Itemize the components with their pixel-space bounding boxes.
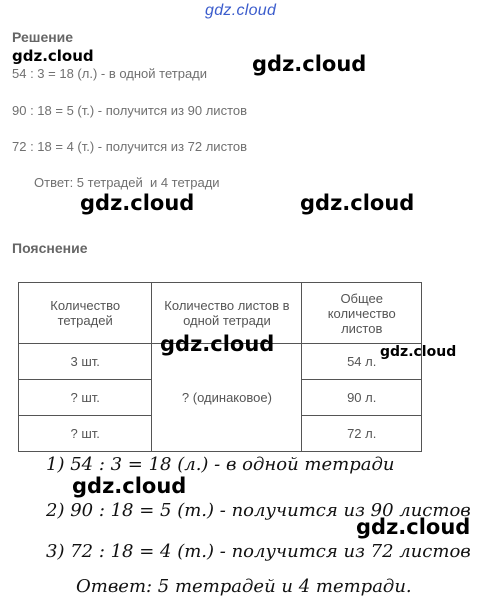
solution-answer: Ответ: 5 тетрадей и 4 тетради xyxy=(34,175,220,190)
explanation-table xyxy=(18,282,422,452)
handwritten-line-2: 2) 90 : 18 = 5 (т.) - получится из 90 листов xyxy=(46,500,471,521)
header-notebook-count: Количество тетрадей xyxy=(19,283,152,344)
table-cell-count: ? шт. xyxy=(19,380,152,416)
watermark: gdz.cloud xyxy=(72,474,187,498)
watermark: gdz.cloud xyxy=(356,515,471,539)
header-sheets-per-notebook: Количество листов в одной тетради xyxy=(152,283,302,344)
solution-line-1: 54 : 3 = 18 (л.) - в одной тетради xyxy=(12,66,208,81)
watermark: gdz.cloud xyxy=(160,332,275,356)
handwritten-line-3: 3) 72 : 18 = 4 (т.) - получится из 72 листов xyxy=(46,541,471,562)
handwritten-answer: Ответ: 5 тетрадей и 4 тетради. xyxy=(76,576,412,597)
watermark: gdz.cloud xyxy=(300,191,415,215)
watermark: gdz.cloud xyxy=(252,52,367,76)
solution-line-2: 90 : 18 = 5 (т.) - получится из 90 листов xyxy=(12,103,248,118)
header-total-sheets: Общее количество листов xyxy=(302,283,422,344)
solution-line-3: 72 : 18 = 4 (т.) - получится из 72 листов xyxy=(12,139,248,154)
handwritten-line-1: 1) 54 : 3 = 18 (л.) - в одной тетради xyxy=(46,454,395,475)
table-cell-per-notebook: ? (одинаковое) xyxy=(152,344,302,452)
table-cell-count: ? шт. xyxy=(19,416,152,452)
watermark: gdz.cloud xyxy=(80,191,195,215)
solution-heading: Решение xyxy=(12,29,74,45)
table-cell-count: 3 шт. xyxy=(19,344,152,380)
explanation-heading: Пояснение xyxy=(12,240,88,256)
watermark: gdz.cloud xyxy=(12,47,94,65)
table-cell-total: 90 л. xyxy=(302,380,422,416)
site-logo[interactable]: gdz.cloud xyxy=(205,2,277,19)
table-cell-total: 72 л. xyxy=(302,416,422,452)
watermark: gdz.cloud xyxy=(380,344,457,360)
table-cell-total: 54 л. xyxy=(302,344,422,380)
